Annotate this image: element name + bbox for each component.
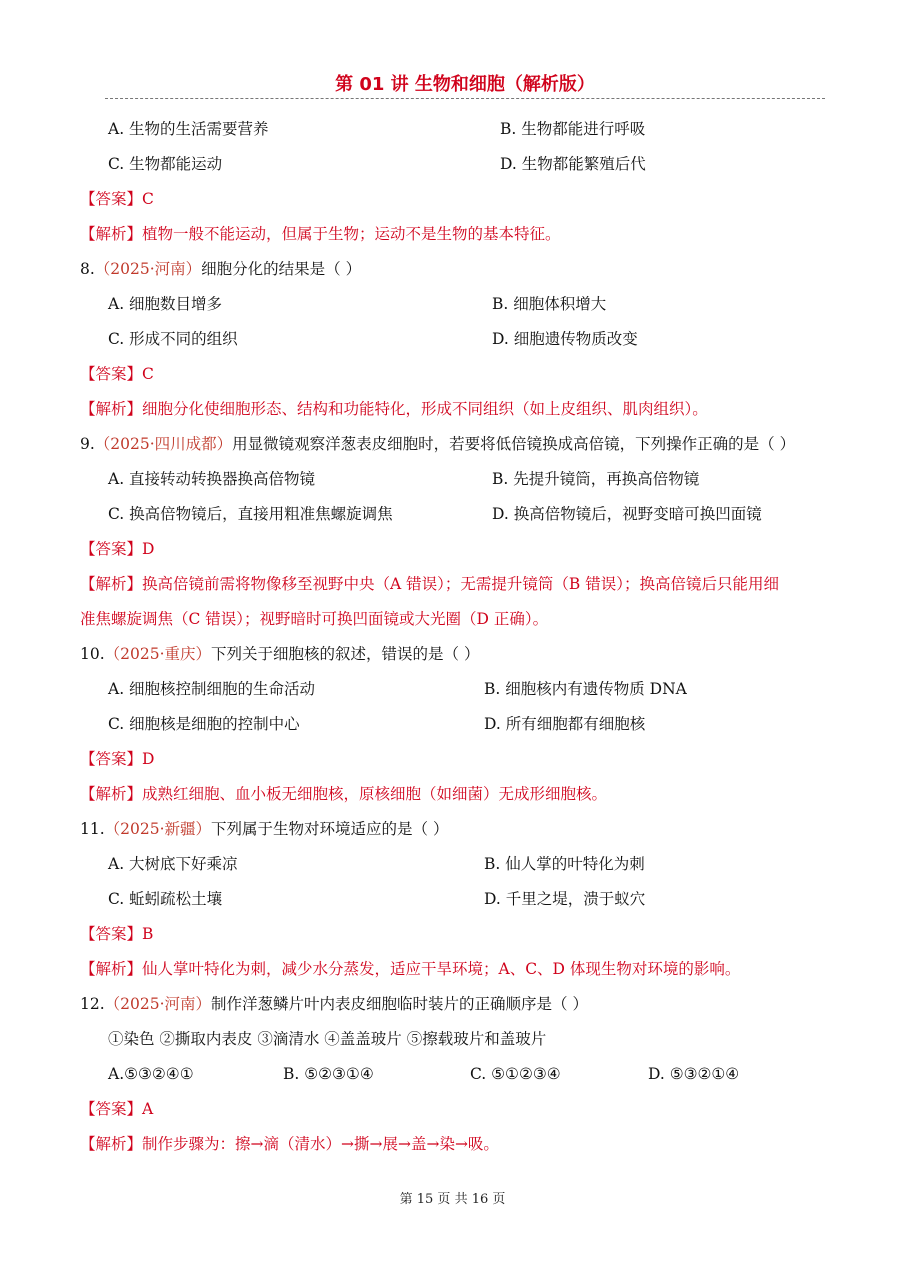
- q9-option-c: C. 换高倍物镜后，直接用粗准焦螺旋调焦: [108, 505, 393, 523]
- q8-answer-row: [80, 357, 830, 392]
- q9-stem-row: [80, 427, 830, 462]
- q10-option-d: D. 所有细胞都有细胞核: [484, 715, 646, 733]
- q10-source: （2025·重庆）: [104, 645, 212, 663]
- q8-options-row-2: [80, 322, 830, 357]
- q12-stem-row: [80, 987, 830, 1022]
- q12-explanation: 【解析】制作步骤为：擦→滴（清水）→撕→展→盖→染→吸。: [80, 1135, 499, 1153]
- q11-option-a: A. 大树底下好乘凉: [108, 855, 238, 873]
- q11-answer-row: [80, 917, 830, 952]
- q10-stem: [80, 637, 479, 672]
- q9-stem: [80, 427, 795, 462]
- q6-answer-row: [80, 182, 830, 217]
- q8-option-b: B. 细胞体积增大: [492, 295, 607, 313]
- q10-options-row-2: [80, 707, 830, 742]
- q10-answer-row: [80, 742, 830, 777]
- q6-answer: 【答案】C: [80, 190, 154, 208]
- q11-source: （2025·新疆）: [104, 820, 212, 838]
- q8-option-a: A. 细胞数目增多: [108, 295, 223, 313]
- q10-number: 10.: [80, 645, 105, 663]
- q6-options-row-1: [80, 112, 830, 147]
- q10-stem-row: [80, 637, 830, 672]
- q8-option-d: D. 细胞遗传物质改变: [492, 330, 638, 348]
- q12-answer-row: [80, 1092, 830, 1127]
- page-title: 第 01 讲 生物和细胞（解析版）: [335, 74, 595, 95]
- question-content: [80, 112, 830, 1162]
- q12-options-row: [80, 1057, 830, 1092]
- q11-options-row-1: [80, 847, 830, 882]
- q12-explanation-row: [80, 1127, 830, 1162]
- page-footer: 第 15 页 共 16 页: [399, 1192, 506, 1207]
- q11-options-row-2: [80, 882, 830, 917]
- q11-stem-row: [80, 812, 830, 847]
- q11-explanation: 【解析】仙人掌叶特化为刺，减少水分蒸发，适应干旱环境；A、C、D 体现生物对环境的影响。: [80, 960, 741, 978]
- q8-explanation-row: [80, 392, 830, 427]
- q10-options-row-1: [80, 672, 830, 707]
- q11-answer: 【答案】B: [80, 925, 154, 943]
- q11-stem: [80, 812, 448, 847]
- q8-explanation: 【解析】细胞分化使细胞形态、结构和功能特化，形成不同组织（如上皮组织、肌肉组织）。: [80, 400, 708, 418]
- q9-answer: 【答案】D: [80, 540, 155, 558]
- q9-option-a: A. 直接转动转换器换高倍物镜: [108, 470, 316, 488]
- q11-stem-text: 下列属于生物对环境适应的是（ ）: [211, 820, 449, 838]
- q12-option-d: D. ⑤③②①④: [648, 1065, 740, 1083]
- q6-explanation-row: [80, 217, 830, 252]
- q12-answer: 【答案】A: [80, 1100, 154, 1118]
- q9-source: （2025·四川成都）: [94, 435, 233, 453]
- q9-explanation-row-1: [80, 567, 830, 602]
- q6-option-a: A. 生物的生活需要营养: [108, 120, 269, 138]
- q9-stem-text: 用显微镜观察洋葱表皮细胞时，若要将低倍镜换成高倍镜，下列操作正确的是（ ）: [232, 435, 796, 453]
- q12-source: （2025·河南）: [104, 995, 212, 1013]
- q6-options-row-2: [80, 147, 830, 182]
- q9-explanation-line-1: 【解析】换高倍镜前需将物像移至视野中央（A 错误）；无需提升镜筒（B 错误）；换高倍镜后只能用细: [80, 575, 779, 593]
- q10-option-b: B. 细胞核内有遗传物质 DNA: [484, 680, 687, 698]
- q9-explanation-line-2: 准焦螺旋调焦（C 错误）；视野暗时可换凹面镜或大光圈（D 正确）。: [80, 610, 549, 628]
- q12-steps-row: [80, 1022, 830, 1057]
- q9-option-d: D. 换高倍物镜后，视野变暗可换凹面镜: [492, 505, 762, 523]
- q8-stem-text: 细胞分化的结果是（ ）: [201, 260, 362, 278]
- q8-source: （2025·河南）: [94, 260, 202, 278]
- q12-option-c: C. ⑤①②③④: [470, 1065, 561, 1083]
- q9-option-b: B. 先提升镜筒，再换高倍物镜: [492, 470, 700, 488]
- q10-explanation: 【解析】成熟红细胞、血小板无细胞核，原核细胞（如细菌）无成形细胞核。: [80, 785, 608, 803]
- q9-options-row-2: [80, 497, 830, 532]
- q8-option-c: C. 形成不同的组织: [108, 330, 238, 348]
- q12-stem: [80, 987, 588, 1022]
- q11-option-c: C. 蚯蚓疏松土壤: [108, 890, 223, 908]
- q12-number: 12.: [80, 995, 105, 1013]
- q9-explanation-row-2: [80, 602, 830, 637]
- q8-stem: [80, 252, 361, 287]
- q12-steps: ①染色 ②撕取内表皮 ③滴清水 ④盖盖玻片 ⑤擦载玻片和盖玻片: [108, 1030, 547, 1048]
- q8-answer: 【答案】C: [80, 365, 154, 383]
- q10-stem-text: 下列关于细胞核的叙述，错误的是（ ）: [211, 645, 480, 663]
- q8-stem-row: [80, 252, 830, 287]
- q10-option-c: C. 细胞核是细胞的控制中心: [108, 715, 300, 733]
- page-header: [105, 70, 825, 99]
- q6-option-c: C. 生物都能运动: [108, 155, 223, 173]
- q6-option-d: D. 生物都能繁殖后代: [500, 155, 646, 173]
- q8-number: 8.: [80, 260, 95, 278]
- q6-explanation: 【解析】植物一般不能运动，但属于生物；运动不是生物的基本特征。: [80, 225, 561, 243]
- q11-option-b: B. 仙人掌的叶特化为刺: [484, 855, 645, 873]
- q10-option-a: A. 细胞核控制细胞的生命活动: [108, 680, 316, 698]
- q9-options-row-1: [80, 462, 830, 497]
- q8-options-row-1: [80, 287, 830, 322]
- q9-answer-row: [80, 532, 830, 567]
- q11-explanation-row: [80, 952, 830, 987]
- q12-stem-text: 制作洋葱鳞片叶内表皮细胞临时装片的正确顺序是（ ）: [211, 995, 588, 1013]
- q11-option-d: D. 千里之堤，溃于蚁穴: [484, 890, 646, 908]
- q12-option-a: A.⑤③②④①: [108, 1065, 194, 1083]
- q12-option-b: B. ⑤②③①④: [283, 1065, 374, 1083]
- q9-number: 9.: [80, 435, 95, 453]
- q10-answer: 【答案】D: [80, 750, 155, 768]
- q11-number: 11.: [80, 820, 105, 838]
- q6-option-b: B. 生物都能进行呼吸: [500, 120, 646, 138]
- q10-explanation-row: [80, 777, 830, 812]
